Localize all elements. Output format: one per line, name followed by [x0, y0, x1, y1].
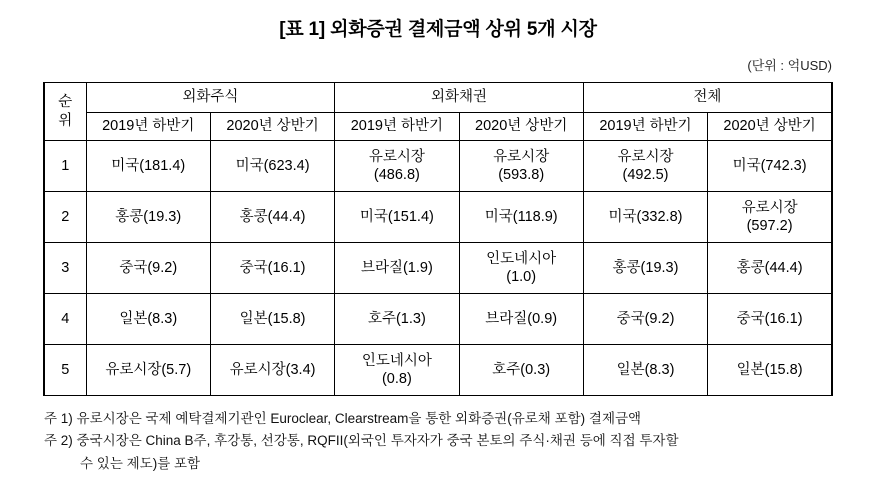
cell-bond-2019h2 [335, 294, 459, 345]
cell-text-line1: 유로시장 [617, 148, 674, 165]
cell-text-line1: 유로시장(5.7) [105, 361, 192, 378]
cell-text-line1: 홍콩(44.4) [239, 208, 306, 225]
cell-stock-2019h2 [86, 243, 210, 294]
cell-text-line2: (1.0) [506, 269, 537, 285]
table-row [44, 243, 832, 294]
rank-header-line2: 위 [58, 112, 73, 129]
cell-total-2020h1 [708, 294, 832, 345]
cell-text-line2: (597.2) [746, 218, 793, 234]
column-header-total-2019h2: 2019년 하반기 [583, 113, 707, 141]
cell-total-2019h2 [583, 243, 707, 294]
cell-text-line2: (486.8) [373, 167, 420, 183]
row-rank: 3 [44, 243, 86, 294]
note-2-line2: 수 있는 제도)를 포함 [80, 455, 201, 471]
table-row [44, 345, 832, 396]
cell-text-line1: 유로시장(3.4) [229, 361, 316, 378]
table-notes [0, 408, 876, 475]
note-2-line1: 주 2) 중국시장은 China B주, 후강통, 선강통, RQFII(외국인 투자자가 중국 본토의 주식·채권 등에 직접 투자할 [44, 433, 679, 449]
table-header-periods [44, 113, 832, 141]
settlement-amount-table [43, 82, 833, 396]
cell-text-line1: 일본(8.3) [119, 310, 178, 327]
cell-text-line1: 미국(623.4) [235, 157, 310, 174]
cell-text-line1: 홍콩(44.4) [736, 259, 803, 276]
cell-text-line1: 중국(16.1) [736, 310, 803, 327]
cell-bond-2019h2 [335, 141, 459, 192]
cell-bond-2019h2 [335, 345, 459, 396]
row-rank: 2 [44, 192, 86, 243]
table-header-groups [44, 83, 832, 113]
cell-total-2019h2 [583, 294, 707, 345]
table-row [44, 192, 832, 243]
cell-text-line1: 유로시장 [493, 148, 550, 165]
cell-text-line2: (0.8) [381, 371, 412, 387]
cell-text-line1: 중국(9.2) [616, 310, 675, 327]
page-title: [표 1] 외화증권 결제금액 상위 5개 시장 [279, 19, 597, 40]
cell-total-2020h1 [708, 345, 832, 396]
cell-text-line1: 미국(332.8) [608, 208, 683, 225]
cell-total-2020h1 [708, 141, 832, 192]
cell-text-line1: 미국(181.4) [111, 157, 186, 174]
cell-text-line1: 인도네시아 [361, 352, 432, 369]
cell-text-line1: 유로시장 [741, 199, 798, 216]
cell-stock-2019h2 [86, 141, 210, 192]
cell-text-line1: 브라질(1.9) [360, 259, 433, 276]
cell-bond-2019h2 [335, 192, 459, 243]
cell-total-2019h2 [583, 192, 707, 243]
cell-text-line2: (593.8) [498, 167, 545, 183]
cell-stock-2020h1 [210, 192, 334, 243]
cell-text-line1: 홍콩(19.3) [612, 259, 679, 276]
table-row [44, 141, 832, 192]
table-row [44, 294, 832, 345]
cell-bond-2020h1 [459, 345, 583, 396]
cell-text-line1: 일본(15.8) [736, 361, 803, 378]
cell-stock-2019h2 [86, 345, 210, 396]
cell-total-2020h1 [708, 192, 832, 243]
cell-bond-2020h1 [459, 141, 583, 192]
cell-total-2019h2 [583, 141, 707, 192]
column-group-total: 전체 [583, 83, 832, 113]
cell-stock-2020h1 [210, 345, 334, 396]
cell-text-line1: 미국(742.3) [732, 157, 807, 174]
cell-stock-2020h1 [210, 141, 334, 192]
cell-bond-2020h1 [459, 294, 583, 345]
row-rank: 4 [44, 294, 86, 345]
cell-total-2020h1 [708, 243, 832, 294]
cell-bond-2020h1 [459, 243, 583, 294]
cell-text-line1: 일본(15.8) [239, 310, 306, 327]
cell-text-line1: 호주(1.3) [367, 310, 426, 327]
cell-text-line1: 중국(16.1) [239, 259, 306, 276]
column-group-foreign-stock: 외화주식 [86, 83, 335, 113]
note-1: 주 1) 유로시장은 국제 예탁결제기관인 Euroclear, Clearstream을 통한 외화증권(유로채 포함) 결제금액 [44, 411, 642, 426]
rank-header-line1: 순 [58, 94, 73, 111]
cell-text-line1: 홍콩(19.3) [115, 208, 182, 225]
cell-stock-2019h2 [86, 192, 210, 243]
row-rank: 5 [44, 345, 86, 396]
cell-stock-2020h1 [210, 294, 334, 345]
cell-text-line1: 미국(118.9) [484, 208, 558, 225]
cell-text-line1: 미국(151.4) [359, 208, 434, 225]
cell-bond-2019h2 [335, 243, 459, 294]
column-header-rank [44, 83, 86, 141]
cell-text-line1: 호주(0.3) [492, 361, 551, 378]
cell-text-line1: 브라질(0.9) [485, 310, 558, 327]
cell-text-line1: 일본(8.3) [616, 361, 675, 378]
cell-text-line2: (492.5) [622, 167, 669, 183]
cell-bond-2020h1 [459, 192, 583, 243]
unit-label: (단위 : 억USD) [747, 58, 832, 73]
column-header-bond-2020h1: 2020년 상반기 [459, 113, 583, 141]
column-header-total-2020h1: 2020년 상반기 [708, 113, 832, 141]
cell-stock-2020h1 [210, 243, 334, 294]
column-header-bond-2019h2: 2019년 하반기 [335, 113, 459, 141]
column-group-foreign-bond: 외화채권 [335, 83, 584, 113]
cell-text-line1: 유로시장 [368, 148, 425, 165]
column-header-stock-2019h2: 2019년 하반기 [86, 113, 210, 141]
cell-total-2019h2 [583, 345, 707, 396]
cell-stock-2019h2 [86, 294, 210, 345]
row-rank: 1 [44, 141, 86, 192]
cell-text-line1: 중국(9.2) [119, 259, 178, 276]
cell-text-line1: 인도네시아 [486, 250, 557, 267]
column-header-stock-2020h1: 2020년 상반기 [210, 113, 334, 141]
